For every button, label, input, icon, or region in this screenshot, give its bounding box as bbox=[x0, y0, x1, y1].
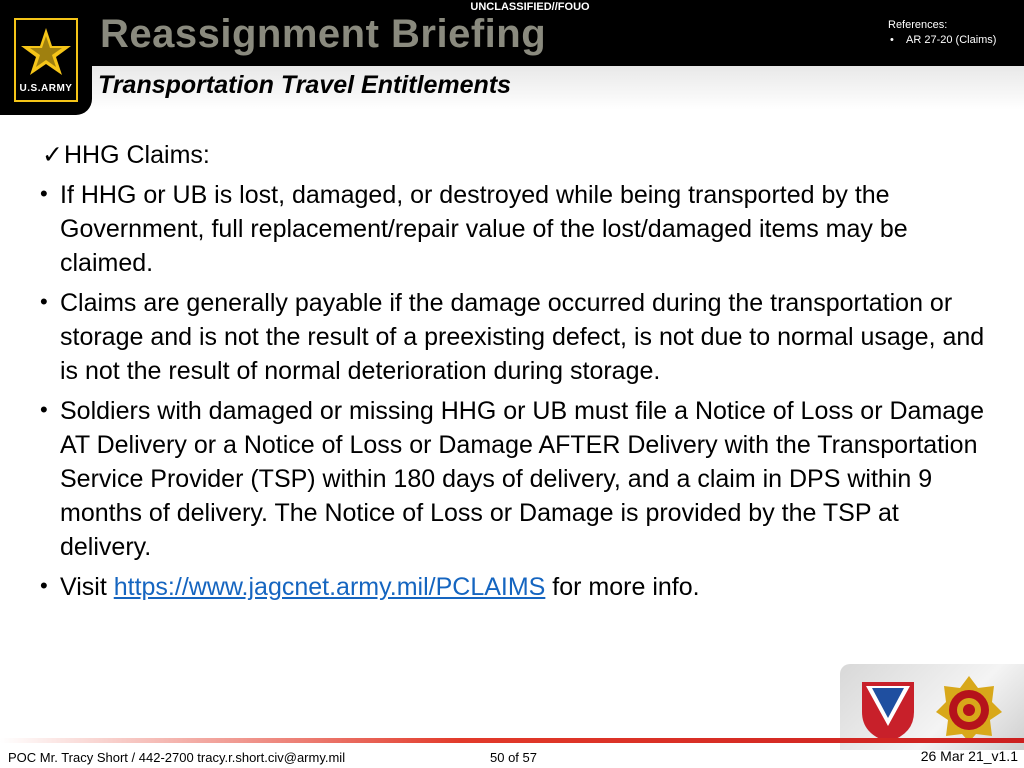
army-star-icon bbox=[16, 22, 76, 82]
bullet-icon: • bbox=[890, 34, 894, 46]
footer-poc: POC Mr. Tracy Short / 442-2700 tracy.r.short.civ@army.mil bbox=[8, 750, 346, 765]
bullet-item-visit bbox=[40, 570, 990, 604]
army-logo-badge bbox=[14, 18, 78, 102]
page-subtitle: Transportation Travel Entitlements bbox=[98, 71, 512, 99]
references-block bbox=[888, 18, 996, 48]
bullet-item: • Claims are generally payable if the damage occurred during the transportation or storage and is not the result of a preexisting defect, is not due to normal usage, and is not the result of normal deterioration during storage. bbox=[40, 286, 990, 388]
classification-banner: UNCLASSIFIED//FOUO bbox=[470, 1, 590, 13]
amc-shield-icon bbox=[858, 678, 918, 744]
checkmark-icon: ✓ bbox=[42, 141, 63, 169]
references-label: References: bbox=[888, 19, 948, 31]
page-title: Reassignment Briefing bbox=[100, 12, 547, 56]
visit-prefix: Visit bbox=[60, 573, 107, 601]
visit-suffix: for more info. bbox=[552, 573, 700, 601]
version-label: 26 Mar 21_v1.1 bbox=[920, 748, 1018, 764]
army-logo-text: U.S.ARMY bbox=[19, 83, 73, 94]
check-heading-text: HHG Claims: bbox=[64, 141, 210, 169]
reference-text: AR 27-20 (Claims) bbox=[906, 34, 997, 46]
reference-item bbox=[888, 33, 996, 48]
bullet-item: • Soldiers with damaged or missing HHG or UB must file a Notice of Loss or Damage AT Delivery or a Notice of Loss or Damage AFTER Delivery with the Transportation Service Provider (TSP) within 180 days of delivery, and a claim in DPS within 9 months of delivery. The Notice of Loss or Damage is provided by the TSP at delivery. bbox=[40, 394, 990, 564]
check-heading bbox=[42, 138, 990, 172]
pclaims-link[interactable]: https://www.jagcnet.army.mil/PCLAIMS bbox=[113, 573, 546, 601]
bullet-item: • If HHG or UB is lost, damaged, or destroyed while being transported by the Government, full replacement/repair value of the lost/damaged items may be claimed. bbox=[40, 178, 990, 280]
page-number: 50 of 57 bbox=[490, 750, 537, 765]
footer-divider bbox=[0, 738, 1024, 743]
army-logo bbox=[0, 0, 92, 115]
support-insignia-icon bbox=[934, 674, 1004, 744]
slide-content bbox=[40, 138, 990, 604]
